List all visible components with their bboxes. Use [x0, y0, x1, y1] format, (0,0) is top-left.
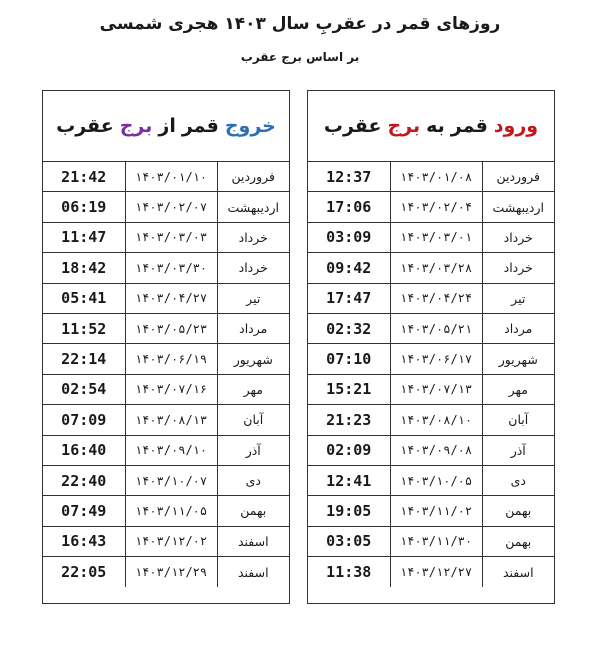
exit-month-cell: اردیبهشت [217, 192, 289, 222]
exit-time-cell: 05:41 [43, 283, 125, 313]
exit-heading-word-3: از [158, 115, 176, 137]
entry-row [308, 162, 554, 192]
exit-table [43, 161, 289, 587]
exit-month-cell: مرداد [217, 313, 289, 343]
entry-month-cell: اسفند [482, 557, 554, 587]
entry-table-panel [307, 90, 555, 604]
exit-month-cell: تیر [217, 283, 289, 313]
entry-heading-word-5: عقرب [323, 115, 382, 137]
exit-month-cell: خرداد [217, 253, 289, 283]
exit-time-cell: 07:49 [43, 496, 125, 526]
entry-date-cell: ۱۴۰۳/۰۶/۱۷ [390, 344, 482, 374]
exit-date-cell: ۱۴۰۳/۰۷/۱۶ [125, 374, 217, 404]
entry-row [308, 465, 554, 495]
entry-heading-word-2: قمر [450, 115, 488, 137]
exit-time-cell: 16:40 [43, 435, 125, 465]
entry-row [308, 222, 554, 252]
entry-month-cell: بهمن [482, 526, 554, 556]
exit-row [43, 253, 289, 283]
entry-row [308, 283, 554, 313]
entry-date-cell: ۱۴۰۳/۱۱/۰۲ [390, 496, 482, 526]
entry-date-cell: ۱۴۰۳/۰۹/۰۸ [390, 435, 482, 465]
entry-date-cell: ۱۴۰۳/۱۰/۰۵ [390, 465, 482, 495]
entry-row [308, 496, 554, 526]
entry-row [308, 405, 554, 435]
entry-time-cell: 17:06 [308, 192, 390, 222]
entry-time-cell: 03:09 [308, 222, 390, 252]
exit-date-cell: ۱۴۰۳/۰۸/۱۳ [125, 405, 217, 435]
entry-month-cell: خرداد [482, 253, 554, 283]
entry-heading-word-1: ورود [493, 115, 539, 137]
entry-row [308, 313, 554, 343]
entry-month-cell: شهریور [482, 344, 554, 374]
entry-month-cell: دی [482, 465, 554, 495]
exit-date-cell: ۱۴۰۳/۱۰/۰۷ [125, 465, 217, 495]
entry-date-cell: ۱۴۰۳/۰۸/۱۰ [390, 405, 482, 435]
entry-row [308, 344, 554, 374]
entry-date-cell: ۱۴۰۳/۰۱/۰۸ [390, 162, 482, 192]
entry-date-cell: ۱۴۰۳/۰۴/۲۴ [390, 283, 482, 313]
entry-date-cell: ۱۴۰۳/۱۲/۲۷ [390, 557, 482, 587]
exit-row [43, 435, 289, 465]
exit-heading-word-2: قمر [181, 115, 219, 137]
entry-row [308, 435, 554, 465]
exit-time-cell: 11:52 [43, 313, 125, 343]
entry-time-cell: 09:42 [308, 253, 390, 283]
exit-month-cell: خرداد [217, 222, 289, 252]
entry-month-cell: اردیبهشت [482, 192, 554, 222]
exit-time-cell: 18:42 [43, 253, 125, 283]
exit-row [43, 465, 289, 495]
entry-heading [308, 91, 554, 161]
exit-time-cell: 21:42 [43, 162, 125, 192]
entry-time-cell: 02:09 [308, 435, 390, 465]
exit-month-cell: اسفند [217, 557, 289, 587]
exit-heading-word-5: عقرب [56, 115, 114, 137]
entry-date-cell: ۱۴۰۳/۰۲/۰۴ [390, 192, 482, 222]
exit-heading-word-1: خروج [224, 115, 276, 137]
entry-date-cell: ۱۴۰۳/۰۷/۱۳ [390, 374, 482, 404]
exit-time-cell: 07:09 [43, 405, 125, 435]
exit-time-cell: 22:14 [43, 344, 125, 374]
entry-time-cell: 19:05 [308, 496, 390, 526]
entry-time-cell: 07:10 [308, 344, 390, 374]
entry-row [308, 253, 554, 283]
exit-heading-word-4: برج [119, 115, 153, 137]
exit-time-cell: 11:47 [43, 222, 125, 252]
exit-heading [43, 91, 289, 161]
entry-month-cell: آذر [482, 435, 554, 465]
entry-month-cell: خرداد [482, 222, 554, 252]
entry-time-cell: 15:21 [308, 374, 390, 404]
exit-date-cell: ۱۴۰۳/۰۳/۳۰ [125, 253, 217, 283]
exit-row [43, 557, 289, 587]
entry-date-cell: ۱۴۰۳/۰۵/۲۱ [390, 313, 482, 343]
entry-date-cell: ۱۴۰۳/۱۱/۳۰ [390, 526, 482, 556]
entry-month-cell: آبان [482, 405, 554, 435]
exit-month-cell: اسفند [217, 526, 289, 556]
exit-date-cell: ۱۴۰۳/۰۳/۰۳ [125, 222, 217, 252]
exit-date-cell: ۱۴۰۳/۰۵/۲۳ [125, 313, 217, 343]
entry-row [308, 526, 554, 556]
exit-table-panel [42, 90, 290, 604]
exit-row [43, 162, 289, 192]
entry-time-cell: 03:05 [308, 526, 390, 556]
exit-row [43, 192, 289, 222]
entry-heading-word-4: برج [387, 115, 421, 137]
exit-date-cell: ۱۴۰۳/۰۴/۲۷ [125, 283, 217, 313]
exit-date-cell: ۱۴۰۳/۰۹/۱۰ [125, 435, 217, 465]
exit-time-cell: 06:19 [43, 192, 125, 222]
entry-month-cell: تیر [482, 283, 554, 313]
exit-row [43, 344, 289, 374]
exit-date-cell: ۱۴۰۳/۰۲/۰۷ [125, 192, 217, 222]
exit-date-cell: ۱۴۰۳/۰۱/۱۰ [125, 162, 217, 192]
entry-month-cell: بهمن [482, 496, 554, 526]
exit-date-cell: ۱۴۰۳/۱۱/۰۵ [125, 496, 217, 526]
entry-time-cell: 12:41 [308, 465, 390, 495]
exit-date-cell: ۱۴۰۳/۱۲/۰۲ [125, 526, 217, 556]
exit-row [43, 496, 289, 526]
entry-month-cell: مهر [482, 374, 554, 404]
exit-month-cell: آذر [217, 435, 289, 465]
exit-month-cell: فروردین [217, 162, 289, 192]
entry-date-cell: ۱۴۰۳/۰۳/۲۸ [390, 253, 482, 283]
exit-date-cell: ۱۴۰۳/۱۲/۲۹ [125, 557, 217, 587]
entry-heading-word-3: به [426, 115, 445, 137]
entry-time-cell: 21:23 [308, 405, 390, 435]
exit-row [43, 283, 289, 313]
exit-month-cell: شهریور [217, 344, 289, 374]
exit-row [43, 374, 289, 404]
exit-month-cell: مهر [217, 374, 289, 404]
exit-date-cell: ۱۴۰۳/۰۶/۱۹ [125, 344, 217, 374]
exit-month-cell: آبان [217, 405, 289, 435]
exit-month-cell: دی [217, 465, 289, 495]
entry-row [308, 557, 554, 587]
exit-time-cell: 16:43 [43, 526, 125, 556]
entry-time-cell: 11:38 [308, 557, 390, 587]
exit-row [43, 405, 289, 435]
exit-row [43, 526, 289, 556]
entry-time-cell: 02:32 [308, 313, 390, 343]
entry-time-cell: 17:47 [308, 283, 390, 313]
exit-month-cell: بهمن [217, 496, 289, 526]
entry-time-cell: 12:37 [308, 162, 390, 192]
exit-time-cell: 22:40 [43, 465, 125, 495]
exit-row [43, 222, 289, 252]
entry-date-cell: ۱۴۰۳/۰۳/۰۱ [390, 222, 482, 252]
entry-month-cell: مرداد [482, 313, 554, 343]
exit-time-cell: 22:05 [43, 557, 125, 587]
exit-time-cell: 02:54 [43, 374, 125, 404]
entry-month-cell: فروردین [482, 162, 554, 192]
page-subtitle: بر اساس برج عقرب [240, 50, 360, 64]
entry-table [308, 161, 554, 587]
exit-row [43, 313, 289, 343]
entry-row [308, 192, 554, 222]
page-title: روزهای قمر در عقربِ سال ۱۴۰۳ هجری شمسی [99, 14, 501, 34]
entry-row [308, 374, 554, 404]
